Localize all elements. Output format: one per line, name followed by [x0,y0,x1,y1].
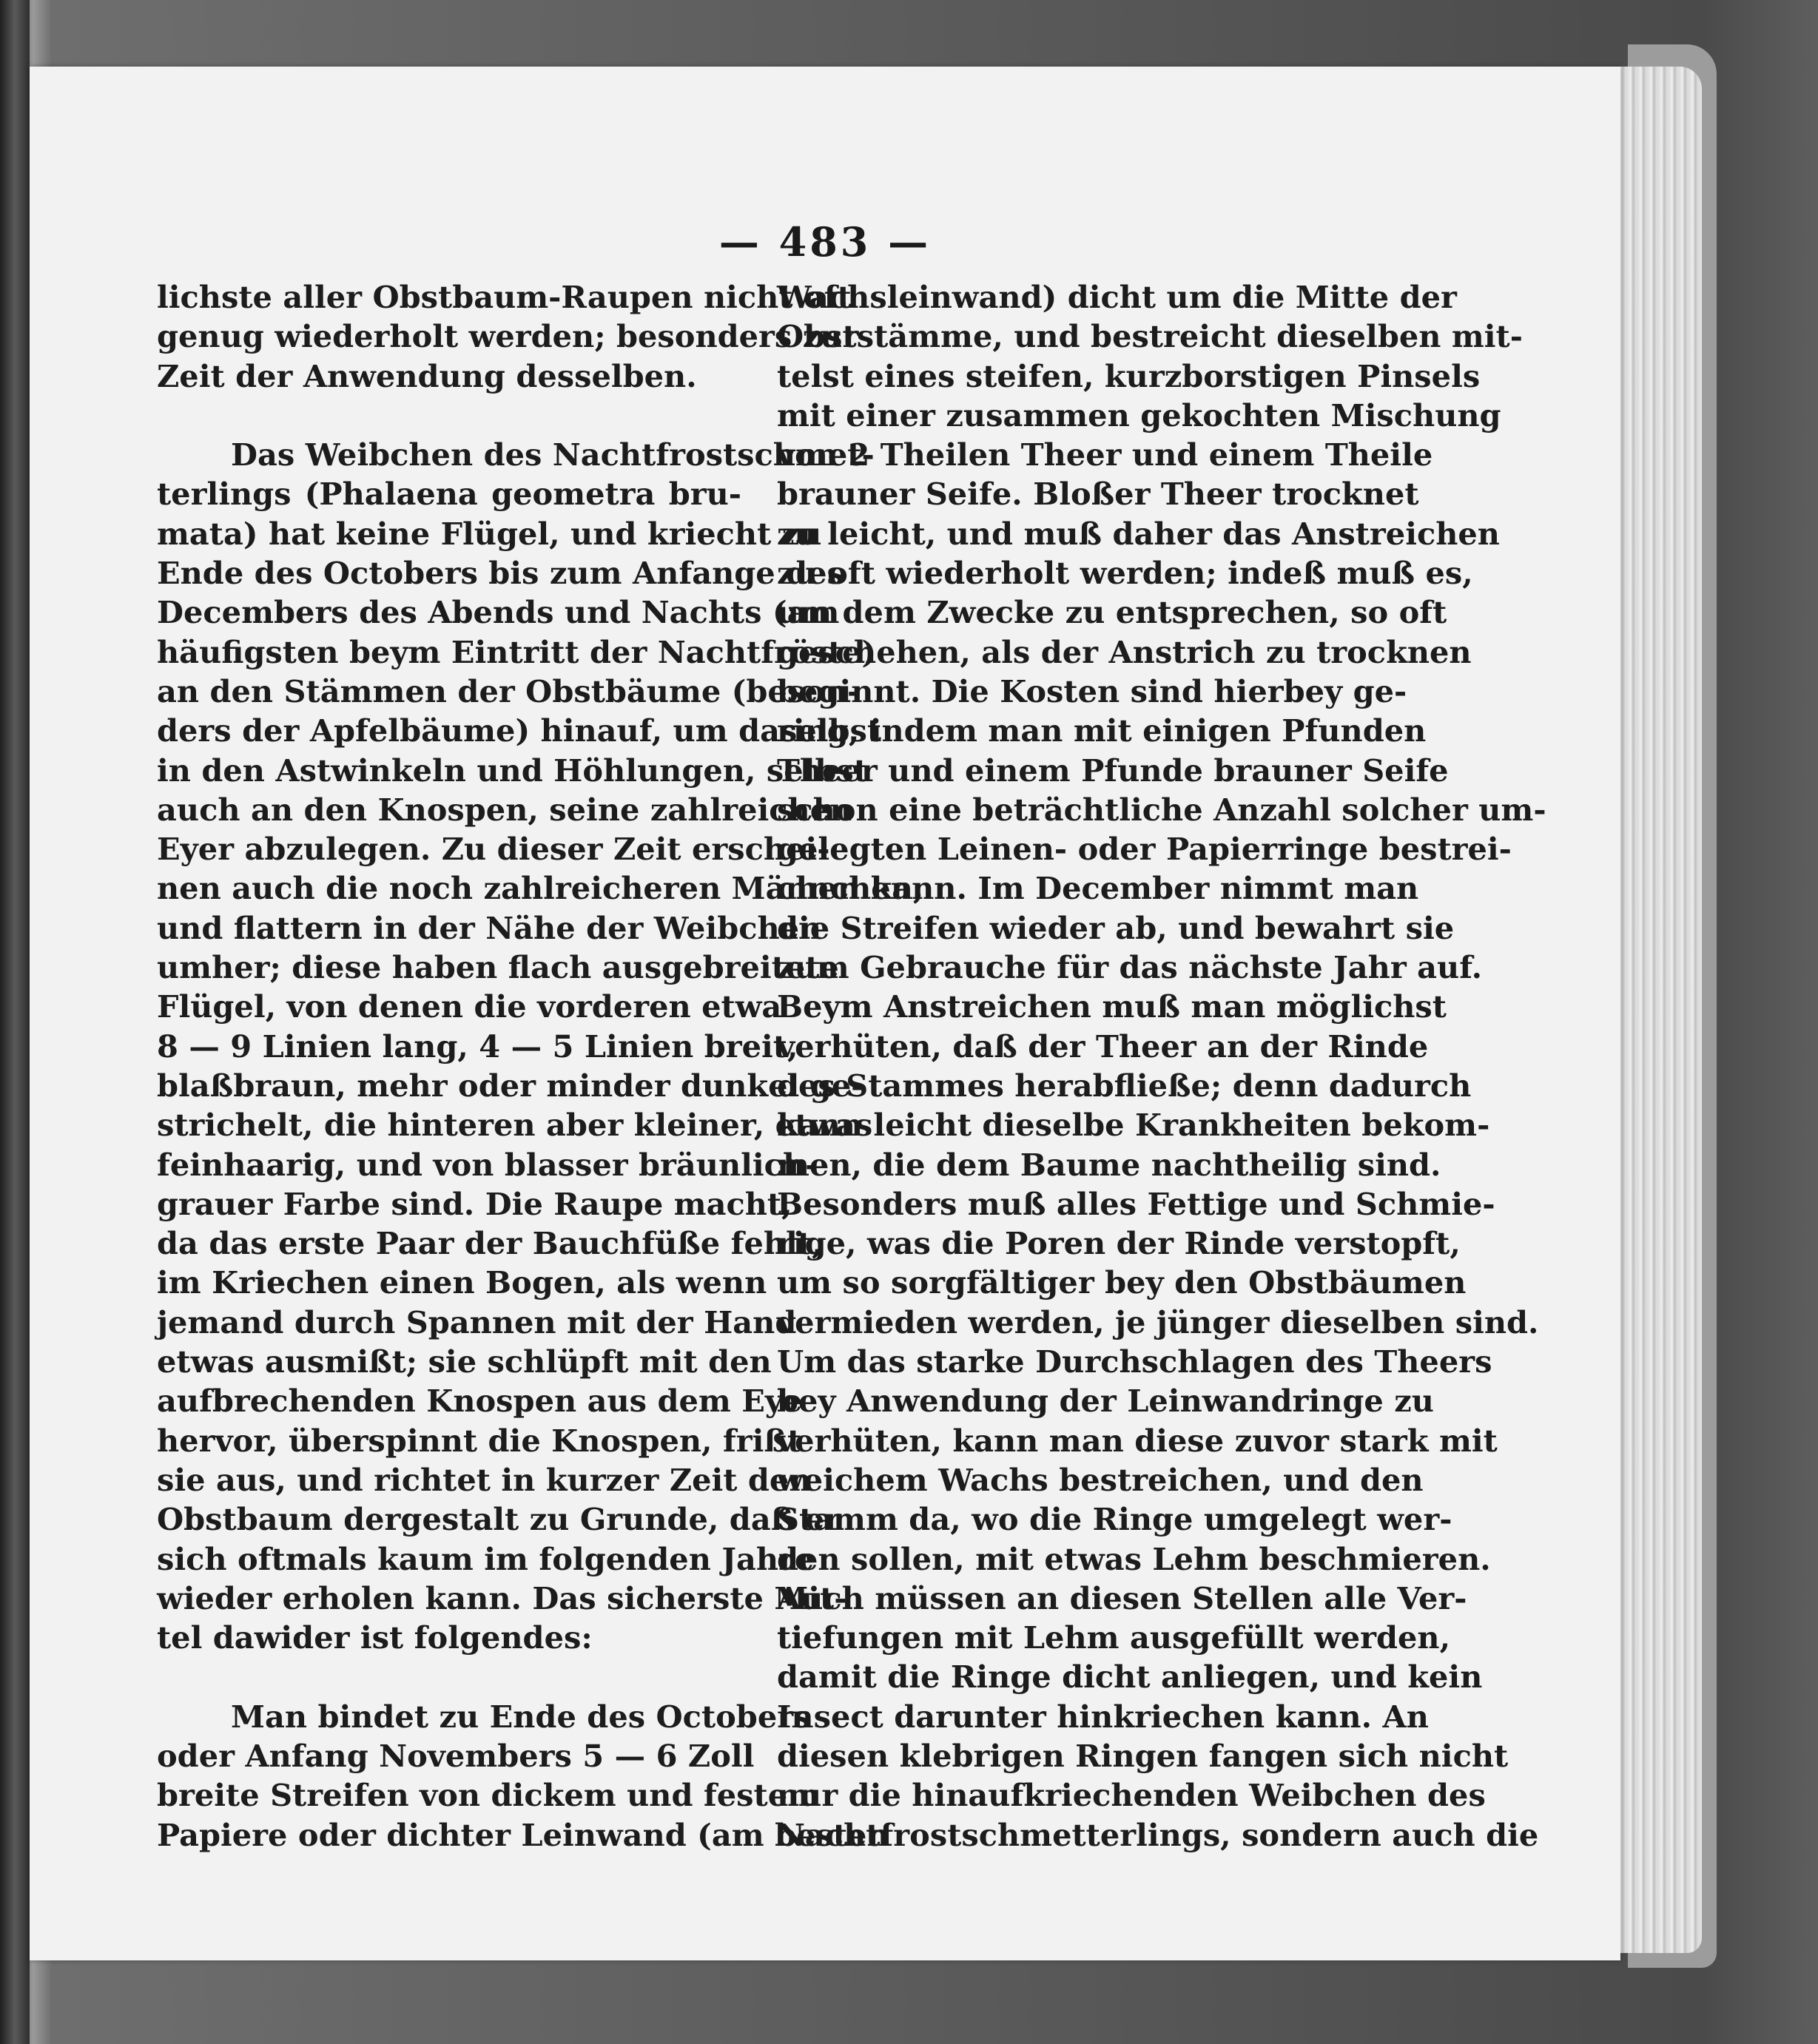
text-line: von 2 Theilen Theer und einem Theile [777,436,1433,473]
text-line: Decembers des Abends und Nachts (am [157,594,840,631]
text-line: breite Streifen von dickem und festem [157,1777,821,1814]
text-line: telst eines steifen, kurzborstigen Pinsels [777,357,1481,394]
text-line: Zeit der Anwendung desselben. [157,357,697,394]
text-line: Ende des Octobers bis zum Anfange des [157,555,844,592]
text-line: terlings (Phalaena geometra bru- [157,476,741,513]
text-line: gelegten Leinen- oder Papierringe bestrei- [777,831,1512,868]
text-line: Wachsleinwand) dicht um die Mitte der [777,279,1457,315]
text-line: men, die dem Baume nachtheilig sind. [777,1146,1441,1183]
text-line: vermieden werden, je jünger dieselben sind. [777,1303,1539,1340]
text-line: nur die hinaufkriechenden Weibchen des [777,1777,1486,1814]
text-line: ders der Apfelbäume) hinauf, um daselbst [157,712,882,749]
text-line: Theer und einem Pfunde brauner Seife [777,752,1449,789]
text-line: wieder erholen kann. Das sicherste Mit- [157,1579,847,1616]
right-column [777,277,1546,1855]
book-gutter [0,0,30,2044]
text-line: etwas ausmißt; sie schlüpft mit den [157,1343,772,1380]
text-line: Obststämme, und bestreicht dieselben mit- [777,318,1523,355]
text-line: 8 — 9 Linien lang, 4 — 5 Linien breit, [157,1028,798,1065]
text-line: Stamm da, wo die Ringe umgelegt wer- [777,1501,1452,1538]
text-line: weichem Wachs bestreichen, und den [777,1461,1424,1498]
text-line: blaßbraun, mehr oder minder dunkel ge- [157,1067,864,1104]
text-line: den sollen, mit etwas Lehm beschmieren. [777,1540,1491,1577]
paragraph-gap [157,396,741,435]
text-line: strichelt, die hinteren aber kleiner, etwas [157,1107,873,1144]
text-line: Eyer abzulegen. Zu dieser Zeit erschei- [157,831,830,868]
text-line: im Kriechen einen Bogen, als wenn [157,1264,767,1301]
text-line: Man bindet zu Ende des Octobers [231,1698,811,1735]
text-line: zu leicht, und muß daher das Anstreichen [777,515,1500,552]
text-line: in den Astwinkeln und Höhlungen, selbst [157,752,868,789]
text-line: des Stammes herabfließe; denn dadurch [777,1067,1472,1104]
text-line: feinhaarig, und von blasser bräunlich- [157,1146,818,1183]
text-line: Um das starke Durchschlagen des Theers [777,1343,1492,1380]
text-line: Beym Anstreichen muß man möglichst [777,988,1447,1025]
left-column [157,277,924,1855]
text-line: häufigsten beym Eintritt der Nachtfröste) [157,633,877,670]
page-number: — 483 — [718,218,932,266]
text-line: Obstbaum dergestalt zu Grunde, daß er [157,1501,841,1538]
text-line: Insect darunter hinkriechen kann. An [777,1698,1429,1735]
text-line: jemand durch Spannen mit der Hand [157,1303,797,1340]
text-line: aufbrechenden Knospen aus dem Eye [157,1383,803,1420]
text-line: um dem Zwecke zu entsprechen, so oft [777,594,1447,631]
text-line: diesen klebrigen Ringen fangen sich nicht [777,1737,1509,1774]
paragraph-gap [157,1657,741,1696]
text-line: beginnt. Die Kosten sind hierbey ge- [777,672,1407,709]
text-line: tiefungen mit Lehm ausgefüllt werden, [777,1619,1451,1656]
text-line: Das Weibchen des Nachtfrostschmet- [231,436,875,473]
text-line: Papiere oder dichter Leinwand (am besten [157,1816,889,1853]
text-line: lichste aller Obstbaum-Raupen nicht oft [157,279,852,315]
text-line: damit die Ringe dicht anliegen, und kein [777,1659,1483,1696]
text-line: mit einer zusammen gekochten Mischung [777,397,1501,434]
text-line: umher; diese haben flach ausgebreitete [157,949,839,986]
text-line: tel dawider ist folgendes: [157,1619,593,1656]
text-line: hervor, überspinnt die Knospen, frißt [157,1422,802,1459]
text-line: verhüten, daß der Theer an der Rinde [777,1028,1429,1065]
text-line: zu oft wiederholt werden; indeß muß es, [777,555,1473,592]
text-line: nen auch die noch zahlreicheren Männchen, [157,870,924,907]
text-line: genug wiederholt werden; besonders zur [157,318,859,355]
text-line: Flügel, von denen die vorderen etwa [157,988,782,1025]
text-line: die Streifen wieder ab, und bewahrt sie [777,909,1455,946]
text-line: grauer Farbe sind. Die Raupe macht, [157,1185,792,1222]
text-line: schon eine beträchtliche Anzahl solcher um- [777,791,1546,828]
text-line: kann leicht dieselbe Krankheiten bekom- [777,1107,1490,1144]
text-line: da das erste Paar der Bauchfüße fehlt, [157,1225,823,1262]
text-line: sie aus, und richtet in kurzer Zeit den [157,1461,812,1498]
text-line: Nachtfrostschmetterlings, sondern auch die [777,1816,1539,1853]
text-line: bey Anwendung der Leinwandringe zu [777,1383,1434,1420]
text-line: verhüten, kann man diese zuvor stark mit [777,1422,1498,1459]
text-line: mata) hat keine Flügel, und kriecht zu [157,515,822,552]
text-line: geschehen, als der Anstrich zu trocknen [777,633,1472,670]
page [30,67,1620,1960]
text-line: Auch müssen an diesen Stellen alle Ver- [777,1579,1467,1616]
text-line: oder Anfang Novembers 5 — 6 Zoll [157,1737,755,1774]
text-line: rige, was die Poren der Rinde verstopft, [777,1225,1461,1262]
text-line: sich oftmals kaum im folgenden Jahre [157,1540,815,1577]
text-line: zum Gebrauche für das nächste Jahr auf. [777,949,1483,986]
text-line: brauner Seife. Bloßer Theer trocknet [777,476,1419,513]
text-line: Besonders muß alles Fettige und Schmie- [777,1185,1495,1222]
text-line: auch an den Knospen, seine zahlreichen [157,791,852,828]
text-line: ring, indem man mit einigen Pfunden [777,712,1427,749]
text-line: und flattern in der Nähe der Weibchen [157,909,822,946]
text-line: chen kann. Im December nimmt man [777,870,1419,907]
text-line: um so sorgfältiger bey den Obstbäumen [777,1264,1467,1301]
text-line: an den Stämmen der Obstbäume (beson- [157,672,861,709]
